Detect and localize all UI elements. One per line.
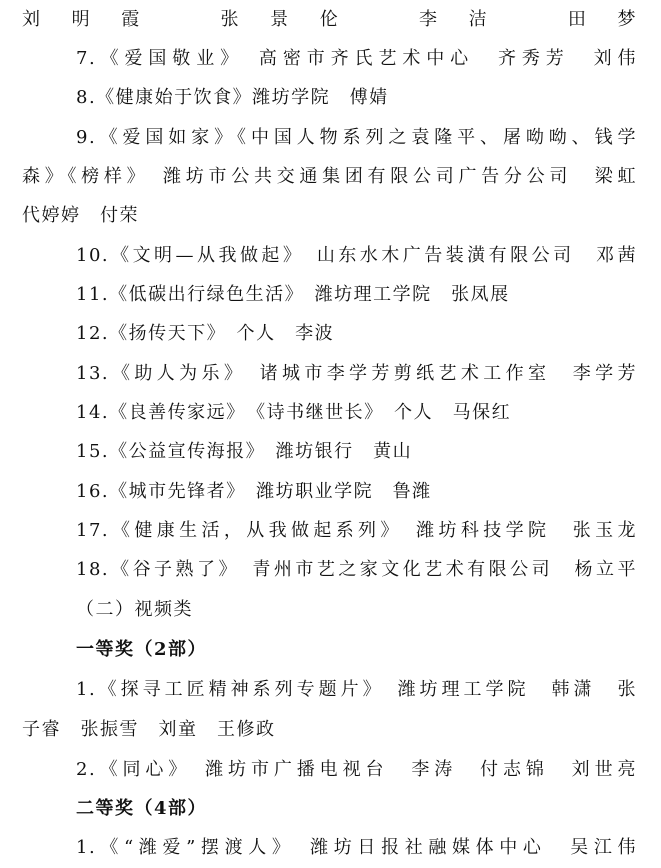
text-line-8: 11.《低碳出行绿色生活》 潍坊理工学院 张凤展 <box>76 284 510 305</box>
text-line-1: 刘明霞 张景伦 李洁 田梦 <box>22 9 637 30</box>
text-line-10: 13.《助人为乐》 诸城市李学芳剪纸艺术工作室 李学芳 <box>76 363 637 384</box>
text-line-2: 7.《爱国敬业》 高密市齐氏艺术中心 齐秀芳 刘伟 <box>76 48 637 69</box>
text-line-7: 10.《文明—从我做起》 山东水木广告装潢有限公司 邓茜 <box>76 245 637 266</box>
award-heading-second-prize: 二等奖（4部） <box>76 798 208 819</box>
text-line-5: 森》《榜样》 潍坊市公共交通集团有限公司广告分公司 梁虹 <box>22 166 637 187</box>
text-line-22: 1.《“潍爱”摆渡人》 潍坊日报社融媒体中心 吴江伟 <box>76 837 637 858</box>
text-line-20: 2.《同心》 潍坊市广播电视台 李涛 付志锦 刘世亮 <box>76 759 637 780</box>
text-line-13: 16.《城市先锋者》 潍坊职业学院 鲁潍 <box>76 481 432 502</box>
award-heading-first-prize: 一等奖（2部） <box>76 639 208 660</box>
text-line-6: 代婷婷 付荣 <box>22 205 139 226</box>
text-line-14: 17.《健康生活，从我做起系列》 潍坊科技学院 张玉龙 <box>76 520 637 541</box>
text-line-3: 8.《健康始于饮食》潍坊学院 傅婧 <box>76 87 389 108</box>
text-line-18: 1.《探寻工匠精神系列专题片》 潍坊理工学院 韩潇 张 <box>76 679 637 700</box>
section-heading-video: （二）视频类 <box>76 599 193 620</box>
text-line-19: 子睿 张振雪 刘童 王修政 <box>22 719 276 740</box>
text-line-11: 14.《良善传家远》 《诗书继世长》 个人 马保红 <box>76 402 512 423</box>
text-line-9: 12.《扬传天下》 个人 李波 <box>76 323 335 344</box>
text-line-15: 18.《谷子熟了》 青州市艺之家文化艺术有限公司 杨立平 <box>76 559 637 580</box>
text-line-12: 15.《公益宣传海报》 潍坊银行 黄山 <box>76 441 413 462</box>
text-line-4: 9.《爱国如家》《中国人物系列之袁隆平、屠呦呦、钱学 <box>76 127 637 148</box>
